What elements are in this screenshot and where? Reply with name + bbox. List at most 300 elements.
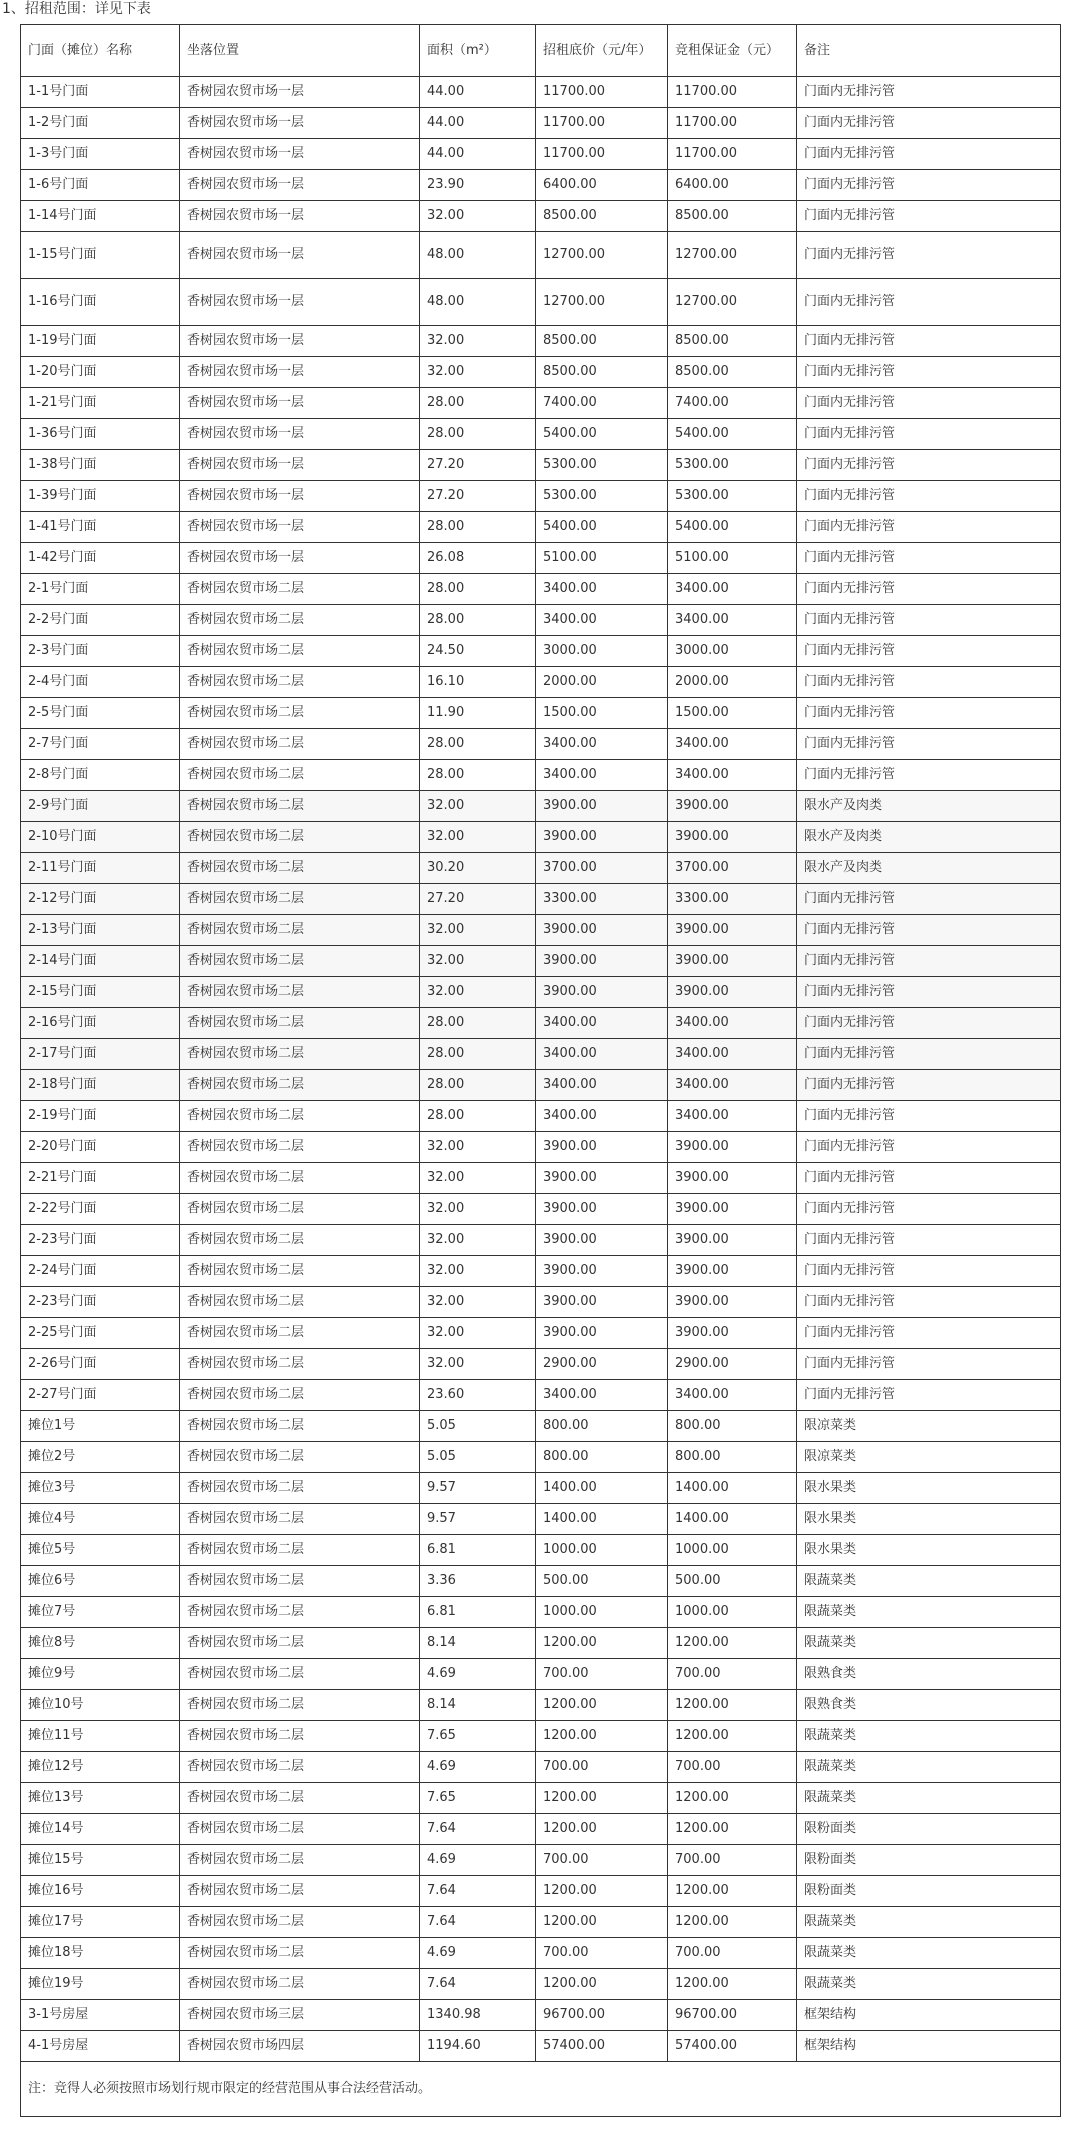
cell-name: 2-10号门面: [21, 822, 180, 853]
cell-remarks: 门面内无排污管: [797, 636, 1061, 667]
cell-deposit: 500.00: [668, 1566, 797, 1597]
cell-name: 2-18号门面: [21, 1070, 180, 1101]
cell-base-price: 3300.00: [536, 884, 668, 915]
cell-base-price: 2000.00: [536, 667, 668, 698]
cell-location: 香树园农贸市场二层: [180, 1969, 420, 2000]
cell-area: 28.00: [420, 1101, 536, 1132]
cell-location: 香树园农贸市场二层: [180, 791, 420, 822]
table-row: [21, 1566, 1061, 1597]
table-row: [21, 915, 1061, 946]
cell-area: 28.00: [420, 729, 536, 760]
cell-name: 2-7号门面: [21, 729, 180, 760]
cell-area: 44.00: [420, 108, 536, 139]
table-row: [21, 1969, 1061, 2000]
table-row: [21, 2031, 1061, 2062]
cell-area: 32.00: [420, 946, 536, 977]
table-row: [21, 822, 1061, 853]
cell-name: 2-16号门面: [21, 1008, 180, 1039]
cell-base-price: 1200.00: [536, 1907, 668, 1938]
cell-area: 11.90: [420, 698, 536, 729]
cell-name: 1-36号门面: [21, 419, 180, 450]
cell-name: 2-9号门面: [21, 791, 180, 822]
cell-deposit: 3000.00: [668, 636, 797, 667]
table-row: [21, 388, 1061, 419]
table-row: [21, 1535, 1061, 1566]
header-base-price: 招租底价（元/年）: [536, 25, 668, 77]
cell-remarks: 门面内无排污管: [797, 170, 1061, 201]
cell-base-price: 3000.00: [536, 636, 668, 667]
cell-base-price: 11700.00: [536, 77, 668, 108]
table-row: [21, 574, 1061, 605]
cell-remarks: 限蔬菜类: [797, 1907, 1061, 1938]
cell-location: 香树园农贸市场一层: [180, 108, 420, 139]
cell-base-price: 800.00: [536, 1411, 668, 1442]
cell-name: 摊位10号: [21, 1690, 180, 1721]
cell-deposit: 700.00: [668, 1938, 797, 1969]
cell-base-price: 1000.00: [536, 1535, 668, 1566]
cell-remarks: 限蔬菜类: [797, 1938, 1061, 1969]
cell-deposit: 1200.00: [668, 1876, 797, 1907]
note-row: [21, 2062, 1061, 2117]
table-row: [21, 1597, 1061, 1628]
table-row: [21, 1845, 1061, 1876]
cell-remarks: 门面内无排污管: [797, 512, 1061, 543]
cell-base-price: 500.00: [536, 1566, 668, 1597]
cell-remarks: 框架结构: [797, 2000, 1061, 2031]
cell-remarks: 门面内无排污管: [797, 450, 1061, 481]
cell-name: 1-21号门面: [21, 388, 180, 419]
cell-base-price: 5300.00: [536, 450, 668, 481]
cell-base-price: 12700.00: [536, 232, 668, 279]
cell-remarks: 限粉面类: [797, 1845, 1061, 1876]
cell-deposit: 3900.00: [668, 946, 797, 977]
cell-location: 香树园农贸市场二层: [180, 1070, 420, 1101]
cell-location: 香树园农贸市场二层: [180, 667, 420, 698]
cell-location: 香树园农贸市场二层: [180, 1039, 420, 1070]
table-row: [21, 1721, 1061, 1752]
cell-remarks: 门面内无排污管: [797, 77, 1061, 108]
table-row: [21, 605, 1061, 636]
cell-remarks: 限水产及肉类: [797, 853, 1061, 884]
table-row: [21, 419, 1061, 450]
cell-area: 30.20: [420, 853, 536, 884]
cell-name: 3-1号房屋: [21, 2000, 180, 2031]
cell-area: 26.08: [420, 543, 536, 574]
cell-location: 香树园农贸市场二层: [180, 1659, 420, 1690]
cell-location: 香树园农贸市场一层: [180, 232, 420, 279]
cell-remarks: 门面内无排污管: [797, 1194, 1061, 1225]
cell-deposit: 700.00: [668, 1659, 797, 1690]
cell-base-price: 1400.00: [536, 1504, 668, 1535]
cell-deposit: 1200.00: [668, 1721, 797, 1752]
table-row: [21, 1752, 1061, 1783]
cell-remarks: 门面内无排污管: [797, 388, 1061, 419]
cell-remarks: 限水果类: [797, 1504, 1061, 1535]
cell-name: 2-2号门面: [21, 605, 180, 636]
cell-area: 27.20: [420, 481, 536, 512]
cell-deposit: 800.00: [668, 1411, 797, 1442]
cell-name: 1-41号门面: [21, 512, 180, 543]
cell-name: 1-42号门面: [21, 543, 180, 574]
cell-base-price: 3900.00: [536, 1163, 668, 1194]
cell-remarks: 门面内无排污管: [797, 1039, 1061, 1070]
cell-name: 2-3号门面: [21, 636, 180, 667]
cell-area: 6.81: [420, 1597, 536, 1628]
table-row: [21, 1814, 1061, 1845]
cell-location: 香树园农贸市场二层: [180, 1752, 420, 1783]
table-row: [21, 1473, 1061, 1504]
cell-remarks: 限粉面类: [797, 1814, 1061, 1845]
cell-deposit: 1500.00: [668, 698, 797, 729]
cell-remarks: 门面内无排污管: [797, 357, 1061, 388]
cell-deposit: 3400.00: [668, 1070, 797, 1101]
cell-remarks: 门面内无排污管: [797, 1380, 1061, 1411]
table-row: [21, 543, 1061, 574]
cell-location: 香树园农贸市场二层: [180, 1907, 420, 1938]
cell-name: 2-13号门面: [21, 915, 180, 946]
header-area: 面积（m²）: [420, 25, 536, 77]
cell-remarks: 门面内无排污管: [797, 1349, 1061, 1380]
cell-location: 香树园农贸市场二层: [180, 1380, 420, 1411]
cell-name: 2-24号门面: [21, 1256, 180, 1287]
cell-base-price: 3900.00: [536, 791, 668, 822]
cell-deposit: 8500.00: [668, 326, 797, 357]
cell-location: 香树园农贸市场二层: [180, 1938, 420, 1969]
cell-remarks: 限水果类: [797, 1473, 1061, 1504]
cell-base-price: 11700.00: [536, 139, 668, 170]
cell-deposit: 3400.00: [668, 1039, 797, 1070]
cell-location: 香树园农贸市场一层: [180, 77, 420, 108]
cell-remarks: 门面内无排污管: [797, 232, 1061, 279]
cell-remarks: 限蔬菜类: [797, 1597, 1061, 1628]
cell-name: 2-19号门面: [21, 1101, 180, 1132]
table-row: [21, 139, 1061, 170]
table-row: [21, 1256, 1061, 1287]
cell-deposit: 5100.00: [668, 543, 797, 574]
cell-deposit: 8500.00: [668, 357, 797, 388]
table-row: [21, 853, 1061, 884]
cell-location: 香树园农贸市场一层: [180, 357, 420, 388]
cell-name: 摊位4号: [21, 1504, 180, 1535]
cell-remarks: 门面内无排污管: [797, 1225, 1061, 1256]
cell-name: 1-39号门面: [21, 481, 180, 512]
cell-name: 2-27号门面: [21, 1380, 180, 1411]
cell-name: 摊位9号: [21, 1659, 180, 1690]
cell-base-price: 5100.00: [536, 543, 668, 574]
cell-location: 香树园农贸市场一层: [180, 543, 420, 574]
cell-deposit: 800.00: [668, 1442, 797, 1473]
cell-base-price: 3900.00: [536, 1132, 668, 1163]
cell-remarks: 限粉面类: [797, 1876, 1061, 1907]
cell-location: 香树园农贸市场二层: [180, 1163, 420, 1194]
table-row: [21, 946, 1061, 977]
cell-name: 摊位18号: [21, 1938, 180, 1969]
table-row: [21, 1690, 1061, 1721]
cell-remarks: 门面内无排污管: [797, 1318, 1061, 1349]
table-note: 注：竞得人必须按照市场划行规市限定的经营范围从事合法经营活动。: [21, 2062, 1061, 2117]
table-row: [21, 1411, 1061, 1442]
cell-name: 2-4号门面: [21, 667, 180, 698]
cell-name: 摊位2号: [21, 1442, 180, 1473]
cell-name: 4-1号房屋: [21, 2031, 180, 2062]
cell-location: 香树园农贸市场一层: [180, 170, 420, 201]
cell-base-price: 3400.00: [536, 574, 668, 605]
cell-location: 香树园农贸市场二层: [180, 977, 420, 1008]
table-row: [21, 1442, 1061, 1473]
cell-name: 摊位6号: [21, 1566, 180, 1597]
cell-deposit: 3900.00: [668, 1318, 797, 1349]
table-row: [21, 1039, 1061, 1070]
table-row: [21, 1628, 1061, 1659]
cell-remarks: 限凉菜类: [797, 1411, 1061, 1442]
cell-base-price: 1200.00: [536, 1721, 668, 1752]
cell-deposit: 1000.00: [668, 1535, 797, 1566]
cell-area: 4.69: [420, 1845, 536, 1876]
table-row: [21, 1008, 1061, 1039]
cell-area: 3.36: [420, 1566, 536, 1597]
cell-name: 2-1号门面: [21, 574, 180, 605]
cell-base-price: 700.00: [536, 1845, 668, 1876]
cell-name: 1-16号门面: [21, 279, 180, 326]
cell-area: 28.00: [420, 388, 536, 419]
cell-base-price: 3900.00: [536, 1225, 668, 1256]
table-row: [21, 1783, 1061, 1814]
cell-location: 香树园农贸市场四层: [180, 2031, 420, 2062]
cell-remarks: 门面内无排污管: [797, 201, 1061, 232]
cell-location: 香树园农贸市场二层: [180, 574, 420, 605]
table-row: [21, 1504, 1061, 1535]
table-row: [21, 326, 1061, 357]
cell-area: 32.00: [420, 1225, 536, 1256]
cell-remarks: 框架结构: [797, 2031, 1061, 2062]
cell-name: 2-15号门面: [21, 977, 180, 1008]
cell-deposit: 6400.00: [668, 170, 797, 201]
cell-location: 香树园农贸市场二层: [180, 1566, 420, 1597]
cell-deposit: 700.00: [668, 1845, 797, 1876]
cell-name: 摊位19号: [21, 1969, 180, 2000]
cell-deposit: 3900.00: [668, 1194, 797, 1225]
cell-area: 48.00: [420, 232, 536, 279]
cell-location: 香树园农贸市场一层: [180, 512, 420, 543]
cell-remarks: 门面内无排污管: [797, 667, 1061, 698]
cell-remarks: 限蔬菜类: [797, 1783, 1061, 1814]
cell-remarks: 门面内无排污管: [797, 1101, 1061, 1132]
table-row: [21, 791, 1061, 822]
cell-name: 摊位3号: [21, 1473, 180, 1504]
cell-name: 2-8号门面: [21, 760, 180, 791]
cell-base-price: 3400.00: [536, 760, 668, 791]
cell-location: 香树园农贸市场二层: [180, 1721, 420, 1752]
cell-location: 香树园农贸市场二层: [180, 1349, 420, 1380]
table-row: [21, 201, 1061, 232]
cell-area: 24.50: [420, 636, 536, 667]
cell-remarks: 门面内无排污管: [797, 946, 1061, 977]
table-row: [21, 357, 1061, 388]
cell-deposit: 3900.00: [668, 1256, 797, 1287]
cell-base-price: 3400.00: [536, 1101, 668, 1132]
cell-deposit: 5300.00: [668, 481, 797, 512]
cell-area: 28.00: [420, 760, 536, 791]
cell-location: 香树园农贸市场二层: [180, 1318, 420, 1349]
cell-area: 9.57: [420, 1504, 536, 1535]
cell-base-price: 6400.00: [536, 170, 668, 201]
cell-area: 7.65: [420, 1721, 536, 1752]
cell-area: 16.10: [420, 667, 536, 698]
cell-remarks: 限蔬菜类: [797, 1566, 1061, 1597]
cell-base-price: 3700.00: [536, 853, 668, 884]
cell-area: 28.00: [420, 512, 536, 543]
cell-area: 32.00: [420, 1163, 536, 1194]
cell-name: 摊位17号: [21, 1907, 180, 1938]
cell-base-price: 96700.00: [536, 2000, 668, 2031]
cell-name: 摊位1号: [21, 1411, 180, 1442]
cell-area: 32.00: [420, 1318, 536, 1349]
cell-name: 1-6号门面: [21, 170, 180, 201]
cell-name: 2-20号门面: [21, 1132, 180, 1163]
cell-name: 2-23号门面: [21, 1225, 180, 1256]
table-row: [21, 1318, 1061, 1349]
table-row: [21, 1225, 1061, 1256]
cell-name: 2-26号门面: [21, 1349, 180, 1380]
cell-area: 48.00: [420, 279, 536, 326]
cell-remarks: 门面内无排污管: [797, 884, 1061, 915]
cell-deposit: 11700.00: [668, 139, 797, 170]
cell-area: 7.64: [420, 1907, 536, 1938]
cell-base-price: 1200.00: [536, 1628, 668, 1659]
cell-location: 香树园农贸市场二层: [180, 1008, 420, 1039]
cell-remarks: 门面内无排污管: [797, 1132, 1061, 1163]
cell-deposit: 1200.00: [668, 1628, 797, 1659]
cell-deposit: 12700.00: [668, 279, 797, 326]
cell-remarks: 门面内无排污管: [797, 108, 1061, 139]
table-row: [21, 512, 1061, 543]
cell-base-price: 3400.00: [536, 729, 668, 760]
cell-area: 5.05: [420, 1442, 536, 1473]
cell-deposit: 2900.00: [668, 1349, 797, 1380]
cell-remarks: 门面内无排污管: [797, 1287, 1061, 1318]
cell-deposit: 2000.00: [668, 667, 797, 698]
cell-base-price: 3900.00: [536, 1287, 668, 1318]
cell-deposit: 1200.00: [668, 1814, 797, 1845]
cell-deposit: 3900.00: [668, 915, 797, 946]
table-row: [21, 1380, 1061, 1411]
cell-deposit: 11700.00: [668, 77, 797, 108]
cell-name: 1-2号门面: [21, 108, 180, 139]
cell-area: 32.00: [420, 326, 536, 357]
cell-location: 香树园农贸市场二层: [180, 1628, 420, 1659]
cell-base-price: 7400.00: [536, 388, 668, 419]
cell-base-price: 700.00: [536, 1659, 668, 1690]
cell-area: 27.20: [420, 884, 536, 915]
cell-name: 2-11号门面: [21, 853, 180, 884]
cell-deposit: 7400.00: [668, 388, 797, 419]
cell-area: 23.60: [420, 1380, 536, 1411]
table-row: [21, 2000, 1061, 2031]
cell-remarks: 门面内无排污管: [797, 698, 1061, 729]
table-row: [21, 1349, 1061, 1380]
cell-deposit: 3900.00: [668, 1225, 797, 1256]
cell-base-price: 3400.00: [536, 1039, 668, 1070]
cell-deposit: 1200.00: [668, 1690, 797, 1721]
cell-deposit: 1000.00: [668, 1597, 797, 1628]
cell-location: 香树园农贸市场一层: [180, 139, 420, 170]
cell-area: 7.64: [420, 1814, 536, 1845]
cell-area: 7.65: [420, 1783, 536, 1814]
cell-area: 6.81: [420, 1535, 536, 1566]
cell-area: 28.00: [420, 605, 536, 636]
cell-name: 摊位12号: [21, 1752, 180, 1783]
cell-location: 香树园农贸市场二层: [180, 698, 420, 729]
cell-remarks: 限蔬菜类: [797, 1752, 1061, 1783]
cell-deposit: 3900.00: [668, 791, 797, 822]
cell-remarks: 门面内无排污管: [797, 605, 1061, 636]
cell-area: 4.69: [420, 1938, 536, 1969]
cell-name: 2-12号门面: [21, 884, 180, 915]
cell-remarks: 限蔬菜类: [797, 1721, 1061, 1752]
cell-remarks: 门面内无排污管: [797, 279, 1061, 326]
cell-deposit: 5400.00: [668, 512, 797, 543]
cell-base-price: 3400.00: [536, 1008, 668, 1039]
cell-deposit: 3400.00: [668, 1380, 797, 1411]
cell-location: 香树园农贸市场二层: [180, 1287, 420, 1318]
cell-area: 5.05: [420, 1411, 536, 1442]
cell-deposit: 3900.00: [668, 977, 797, 1008]
cell-name: 1-1号门面: [21, 77, 180, 108]
cell-area: 32.00: [420, 915, 536, 946]
cell-area: 28.00: [420, 419, 536, 450]
cell-area: 32.00: [420, 1287, 536, 1318]
cell-deposit: 3400.00: [668, 760, 797, 791]
cell-base-price: 3900.00: [536, 946, 668, 977]
cell-name: 摊位13号: [21, 1783, 180, 1814]
cell-area: 28.00: [420, 1008, 536, 1039]
table-row: [21, 636, 1061, 667]
table-row: [21, 977, 1061, 1008]
cell-remarks: 门面内无排污管: [797, 977, 1061, 1008]
cell-remarks: 门面内无排污管: [797, 543, 1061, 574]
cell-name: 1-15号门面: [21, 232, 180, 279]
cell-area: 28.00: [420, 574, 536, 605]
cell-base-price: 3900.00: [536, 1194, 668, 1225]
cell-remarks: 限蔬菜类: [797, 1628, 1061, 1659]
cell-name: 摊位16号: [21, 1876, 180, 1907]
cell-name: 2-25号门面: [21, 1318, 180, 1349]
cell-deposit: 3300.00: [668, 884, 797, 915]
cell-area: 4.69: [420, 1659, 536, 1690]
cell-area: 28.00: [420, 1070, 536, 1101]
table-row: [21, 279, 1061, 326]
cell-location: 香树园农贸市场二层: [180, 1132, 420, 1163]
cell-deposit: 1400.00: [668, 1504, 797, 1535]
cell-location: 香树园农贸市场二层: [180, 915, 420, 946]
cell-area: 44.00: [420, 139, 536, 170]
cell-location: 香树园农贸市场二层: [180, 1504, 420, 1535]
cell-base-price: 3400.00: [536, 1070, 668, 1101]
cell-base-price: 11700.00: [536, 108, 668, 139]
cell-name: 1-19号门面: [21, 326, 180, 357]
cell-deposit: 3700.00: [668, 853, 797, 884]
cell-deposit: 1200.00: [668, 1969, 797, 2000]
cell-deposit: 3900.00: [668, 822, 797, 853]
cell-remarks: 限水产及肉类: [797, 822, 1061, 853]
cell-area: 44.00: [420, 77, 536, 108]
table-row: [21, 1287, 1061, 1318]
cell-base-price: 1200.00: [536, 1814, 668, 1845]
table-row: [21, 1194, 1061, 1225]
table-row: [21, 729, 1061, 760]
cell-base-price: 1200.00: [536, 1783, 668, 1814]
cell-location: 香树园农贸市场二层: [180, 729, 420, 760]
